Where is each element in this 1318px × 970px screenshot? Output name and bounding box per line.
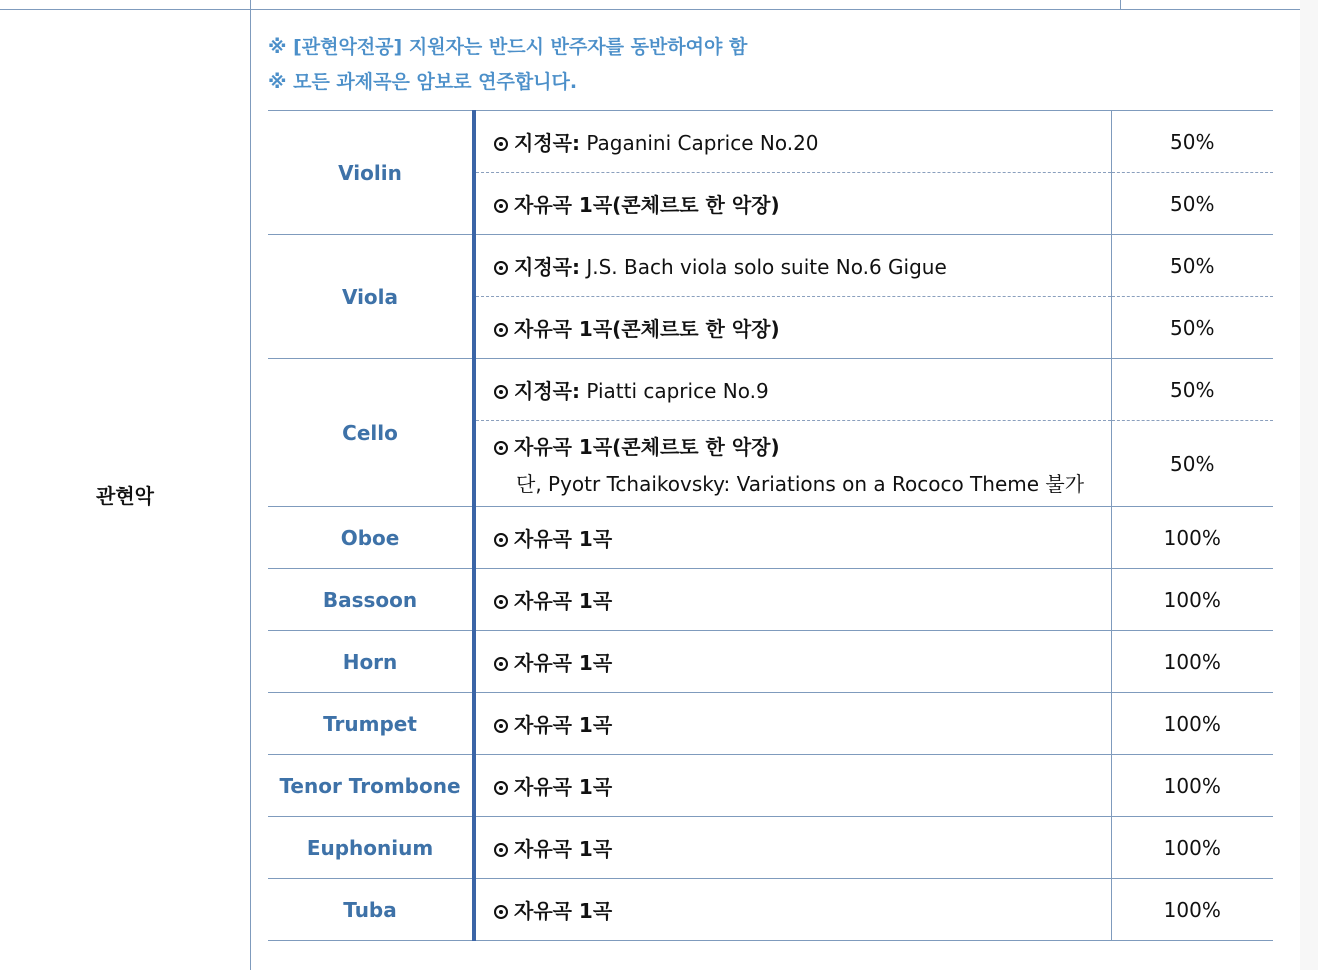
piece-label: 자유곡 1곡(콘체르토 한 악장) xyxy=(514,434,780,459)
weight-cell: 100% xyxy=(1111,693,1273,755)
note-memorization: ※ 모든 과제곡은 암보로 연주합니다. xyxy=(268,71,578,93)
table-row xyxy=(268,569,1273,631)
table-row xyxy=(268,755,1273,817)
weight-cell: 50% xyxy=(1111,235,1273,297)
circled-dot-icon xyxy=(494,781,508,795)
piece-title: J.S. Bach viola solo suite No.6 Gigue xyxy=(579,255,947,279)
piece-label: 자유곡 1곡 xyxy=(514,713,613,737)
weight-cell: 50% xyxy=(1111,421,1273,507)
instrument-tuba: Tuba xyxy=(268,879,474,941)
circled-dot-icon xyxy=(494,843,508,857)
instrument-horn: Horn xyxy=(268,631,474,693)
circled-dot-icon xyxy=(494,595,508,609)
circled-dot-icon xyxy=(494,905,508,919)
instrument-cello: Cello xyxy=(268,359,474,507)
category-label: 관현악 xyxy=(96,484,154,508)
piece-label: 자유곡 1곡(콘체르토 한 악장) xyxy=(514,317,780,341)
piece-cell xyxy=(474,297,1111,359)
table-row xyxy=(268,235,1273,297)
weight-cell: 50% xyxy=(1111,297,1273,359)
circled-dot-icon xyxy=(494,199,508,213)
piece-cell xyxy=(474,507,1111,569)
piece-label: 자유곡 1곡 xyxy=(514,527,613,551)
piece-cell xyxy=(474,755,1111,817)
circled-dot-icon xyxy=(494,441,508,455)
weight-cell: 50% xyxy=(1111,359,1273,421)
repertoire-table xyxy=(268,110,1273,941)
instrument-viola: Viola xyxy=(268,235,474,359)
piece-label: 지정곡: xyxy=(514,255,580,279)
piece-cell xyxy=(474,235,1111,297)
note-accompanist: ※ [관현악전공] 지원자는 반드시 반주자를 동반하여야 함 xyxy=(268,36,748,58)
top-column-divider xyxy=(1120,0,1121,9)
weight-cell: 100% xyxy=(1111,569,1273,631)
piece-cell xyxy=(474,693,1111,755)
piece-label: 자유곡 1곡 xyxy=(514,899,613,923)
table-row xyxy=(268,631,1273,693)
piece-cell xyxy=(474,569,1111,631)
piece-cell xyxy=(474,817,1111,879)
circled-dot-icon xyxy=(494,385,508,399)
piece-label: 지정곡: xyxy=(514,379,580,403)
piece-label: 자유곡 1곡(콘체르토 한 악장) xyxy=(514,193,780,217)
weight-cell: 100% xyxy=(1111,817,1273,879)
table-row xyxy=(268,359,1273,421)
instrument-bassoon: Bassoon xyxy=(268,569,474,631)
piece-label: 자유곡 1곡 xyxy=(514,837,613,861)
piece-title: Piatti caprice No.9 xyxy=(579,379,769,403)
piece-label: 자유곡 1곡 xyxy=(514,651,613,675)
piece-label: 지정곡: xyxy=(514,131,580,155)
piece-cell xyxy=(474,631,1111,693)
piece-cell xyxy=(474,173,1111,235)
circled-dot-icon xyxy=(494,719,508,733)
instrument-trumpet: Trumpet xyxy=(268,693,474,755)
piece-label: 자유곡 1곡 xyxy=(514,589,613,613)
table-row xyxy=(268,507,1273,569)
weight-cell: 50% xyxy=(1111,111,1273,173)
circled-dot-icon xyxy=(494,323,508,337)
weight-cell: 100% xyxy=(1111,507,1273,569)
piece-label: 자유곡 1곡 xyxy=(514,775,613,799)
instrument-euphonium: Euphonium xyxy=(268,817,474,879)
piece-cell xyxy=(474,111,1111,173)
table-row xyxy=(268,111,1273,173)
piece-cell xyxy=(474,359,1111,421)
table-row xyxy=(268,693,1273,755)
instrument-oboe: Oboe xyxy=(268,507,474,569)
piece-title: Paganini Caprice No.20 xyxy=(579,131,819,155)
weight-cell: 100% xyxy=(1111,631,1273,693)
circled-dot-icon xyxy=(494,261,508,275)
instrument-violin: Violin xyxy=(268,111,474,235)
table-row xyxy=(268,817,1273,879)
piece-restriction-note: 단, Pyotr Tchaikovsky: Variations on a Rococo Theme 불가 xyxy=(516,471,1085,496)
circled-dot-icon xyxy=(494,533,508,547)
table-row xyxy=(268,879,1273,941)
circled-dot-icon xyxy=(494,137,508,151)
piece-cell xyxy=(474,421,1111,507)
instrument-tenor-trombone: Tenor Trombone xyxy=(268,755,474,817)
top-column-divider xyxy=(250,0,251,9)
weight-cell: 100% xyxy=(1111,755,1273,817)
weight-cell: 50% xyxy=(1111,173,1273,235)
notes-block xyxy=(268,30,1268,100)
weight-cell: 100% xyxy=(1111,879,1273,941)
piece-cell xyxy=(474,879,1111,941)
page-edge xyxy=(1300,0,1318,970)
circled-dot-icon xyxy=(494,657,508,671)
